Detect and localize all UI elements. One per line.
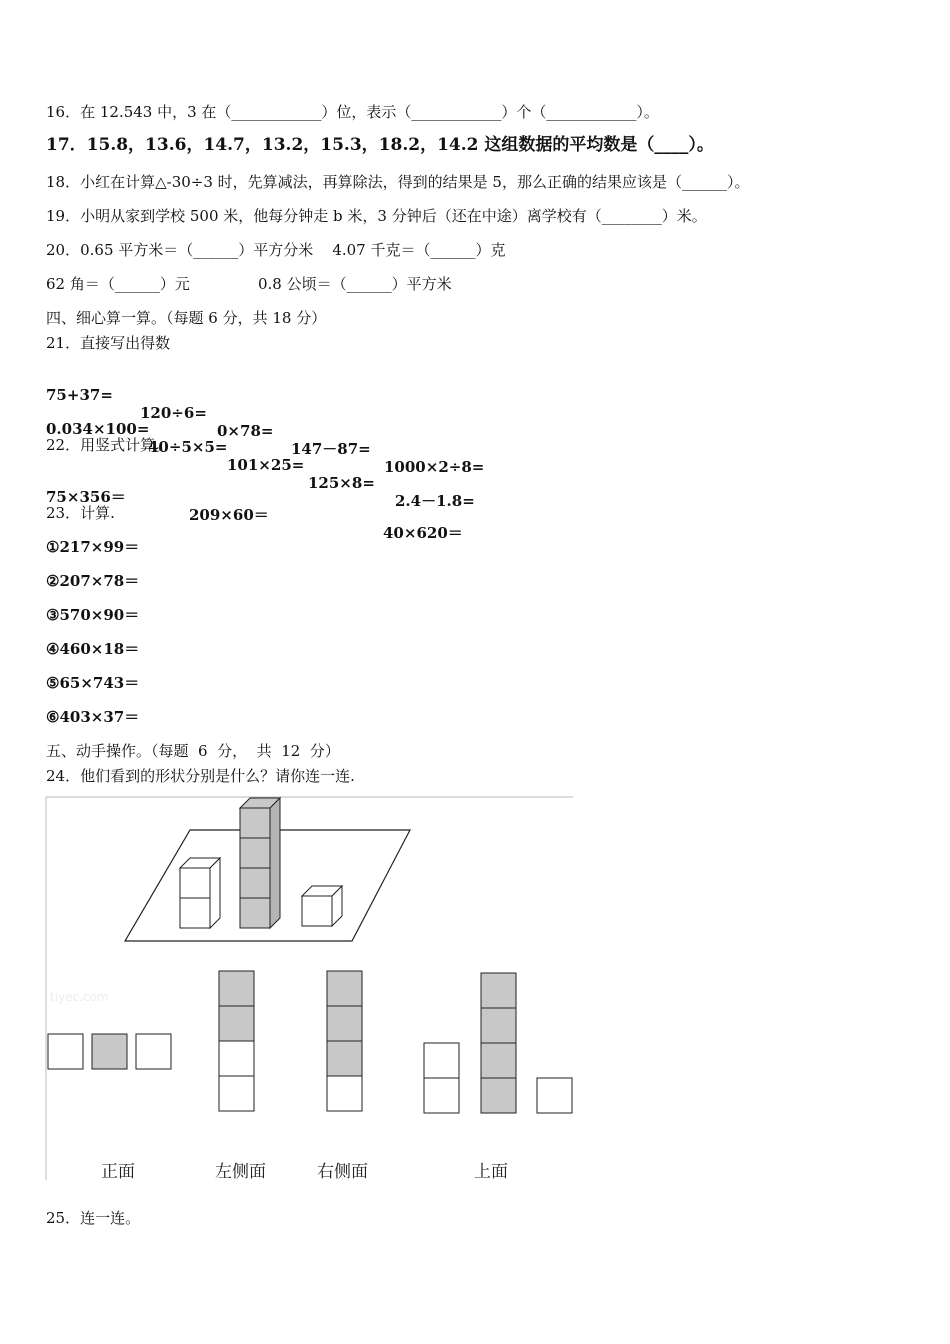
- vertical-calc-item: 40×620＝: [383, 524, 463, 542]
- grey-cube-stack-4: [240, 798, 280, 928]
- view-option-d: [424, 973, 572, 1113]
- vertical-calc-item: 209×60＝: [189, 506, 269, 524]
- question-21: 21．直接写出得数: [46, 334, 171, 352]
- calc-item: ③570×90＝: [46, 606, 140, 624]
- section-5-title: 五、动手操作。（每题 6 分， 共 12 分）: [46, 742, 340, 760]
- oral-calc-item: 147－87=: [291, 440, 371, 458]
- label-top: 上面: [474, 1162, 508, 1182]
- section-4-title: 四、细心算一算。（每题 6 分，共 18 分）: [46, 309, 327, 327]
- calc-item: ⑤65×743＝: [46, 674, 140, 692]
- oral-calc-item: 0.034×100=: [46, 420, 150, 438]
- question-25: 25．连一连。: [46, 1209, 141, 1227]
- calc-item: ②207×78＝: [46, 572, 140, 590]
- question-22: 22．用竖式计算。: [46, 436, 171, 454]
- oral-calc-item: 40÷5×5=: [148, 438, 228, 456]
- vertical-calc-item: 75×356＝: [46, 488, 126, 506]
- label-front: 正面: [101, 1162, 135, 1182]
- question-16: 16．在 12.543 中，3 在（____________）位，表示（____________）个（____________）。: [46, 103, 659, 121]
- oral-calc-item: 101×25=: [227, 456, 305, 474]
- view-option-b: [219, 971, 254, 1111]
- question-23: 23．计算.: [46, 504, 115, 522]
- question-24: 24．他们看到的形状分别是什么？请你连一连.: [46, 767, 355, 785]
- oral-calc-item: 120÷6=: [140, 404, 207, 422]
- oral-calc-item: 1000×2÷8=: [384, 458, 485, 476]
- question-20-line1: 20．0.65 平方米＝（______）平方分米 4.07 千克＝（______）克: [46, 241, 506, 259]
- label-right-side: 右侧面: [317, 1162, 368, 1182]
- view-option-c: [327, 971, 362, 1111]
- oral-calc-item: 75+37=: [46, 386, 113, 404]
- oral-calc-item: 125×8=: [308, 474, 375, 492]
- single-white-cube: [302, 886, 342, 926]
- white-cube-stack-2: [180, 858, 220, 928]
- question-17: 17．15.8，13.6，14.7，13.2，15.3，18.2，14.2 这组数据的平均数是（____）。: [46, 135, 714, 155]
- oral-calc-item: 2.4－1.8=: [395, 492, 475, 510]
- label-left-side: 左侧面: [215, 1162, 266, 1182]
- question-18: 18．小红在计算△-30÷3 时，先算减法，再算除法，得到的结果是 5，那么正确的结果应该是（______）。: [46, 173, 750, 191]
- watermark-text: tiyec.com: [50, 990, 109, 1004]
- view-option-a: [48, 1034, 171, 1069]
- oral-calc-item: 0×78=: [217, 422, 274, 440]
- calc-item: ④460×18＝: [46, 640, 140, 658]
- question-20-line2b: 0.8 公顷＝（______）平方米: [258, 275, 452, 293]
- question-19: 19．小明从家到学校 500 米，他每分钟走 b 米，3 分钟后（还在中途）离学校有（________）米。: [46, 207, 707, 225]
- question-20-line2a: 62 角＝（______）元: [46, 275, 190, 293]
- calc-item: ①217×99＝: [46, 538, 140, 556]
- calc-item: ⑥403×37＝: [46, 708, 140, 726]
